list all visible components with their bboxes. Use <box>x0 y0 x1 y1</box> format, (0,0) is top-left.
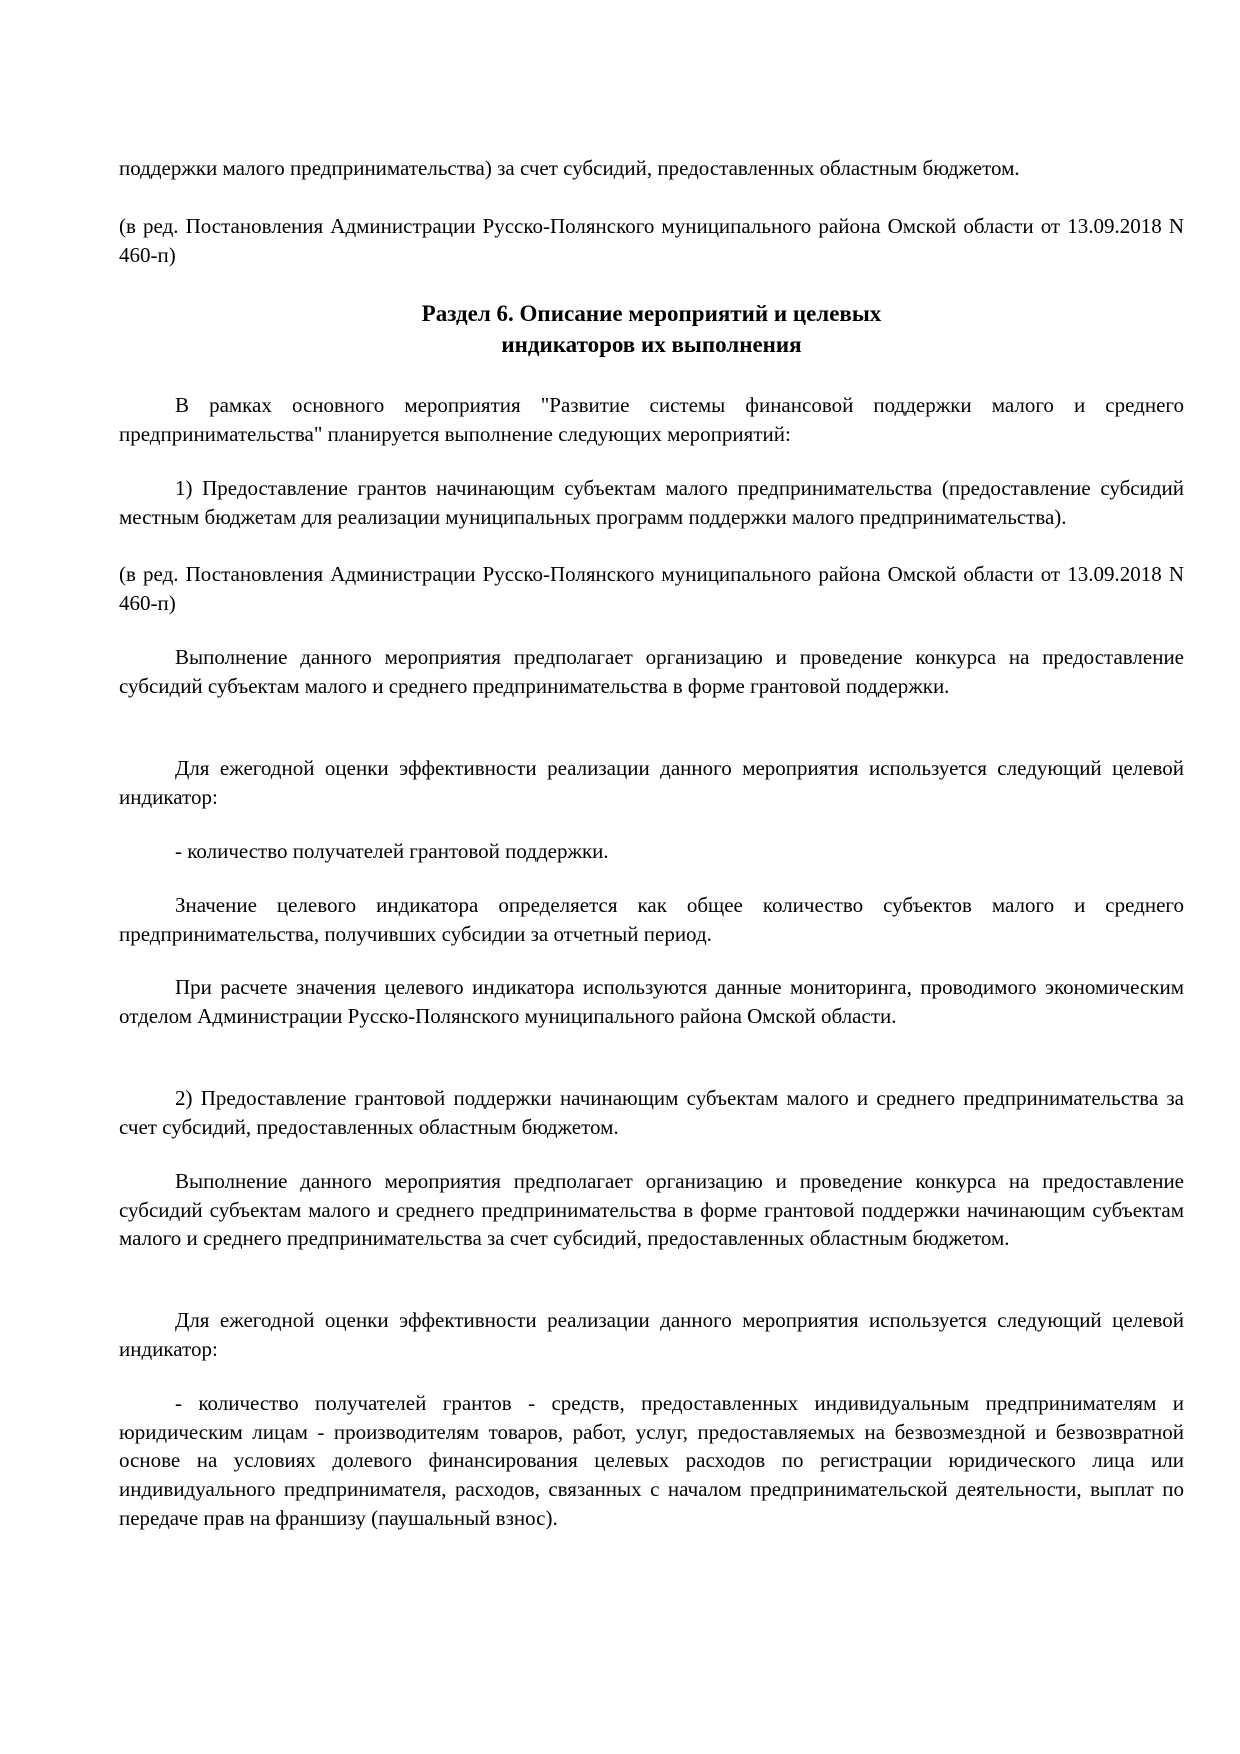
section-heading-line-2: индикаторов их выполнения <box>501 332 802 357</box>
list-item-1: 1) Предоставление грантов начинающим субъектам малого предпринимательства (предоставление субсидий местным бюджетам для реализации муниципальных программ поддержки малого предпринимательства). <box>119 476 1184 529</box>
paragraph: Значение целевого индикатора определяется как общее количество субъектов малого и среднего предпринимательства, получивших субсидии за отчетный период. <box>119 893 1184 946</box>
indicator-item: - количество получателей грантов - средств, предоставленных индивидуальным предпринимателям и юридическим лицам - производителям товаров, работ, услуг, предоставляемых на безвозмездной и безвозвратной основе на условиях долевого финансирования целевых расходов по регистрации юридического лица или индивидуального предпринимателя, расходов, связанных с началом предпринимательской деятельности, выплат по передаче прав на франшизу (паушальный взнос). <box>119 1391 1184 1530</box>
paragraph: Для ежегодной оценки эффективности реализации данного мероприятия используется следующий целевой индикатор: <box>119 756 1184 809</box>
section-heading-line-1: Раздел 6. Описание мероприятий и целевых <box>421 301 882 326</box>
paragraph: При расчете значения целевого индикатора используются данные мониторинга, проводимого экономическим отделом Администрации Русско-Полянского муниципального района Омской области. <box>119 975 1184 1028</box>
paragraph-continuation: поддержки малого предпринимательства) за счет субсидий, предоставленных областным бюджетом. <box>119 156 1020 180</box>
paragraph: Для ежегодной оценки эффективности реализации данного мероприятия используется следующий целевой индикатор: <box>119 1308 1184 1361</box>
amendment-note: (в ред. Постановления Администрации Русско-Полянского муниципального района Омской области от 13.09.2018 N 460-п) <box>119 562 1184 615</box>
paragraph: Выполнение данного мероприятия предполагает организацию и проведение конкурса на предоставление субсидий субъектам малого и среднего предпринимательства в форме грантовой поддержки. <box>119 645 1184 698</box>
section-heading <box>119 298 1184 360</box>
paragraph: Выполнение данного мероприятия предполагает организацию и проведение конкурса на предоставление субсидий субъектам малого и среднего предпринимательства в форме грантовой поддержки начинающим субъектам малого и среднего предпринимательства за счет субсидий, предоставленных областным бюджетом. <box>119 1169 1184 1251</box>
amendment-note: (в ред. Постановления Администрации Русско-Полянского муниципального района Омской области от 13.09.2018 N 460-п) <box>119 214 1184 267</box>
indicator-item: - количество получателей грантовой поддержки. <box>175 839 609 863</box>
list-item-2: 2) Предоставление грантовой поддержки начинающим субъектам малого и среднего предпринимательства за счет субсидий, предоставленных областным бюджетом. <box>119 1086 1184 1139</box>
paragraph-intro: В рамках основного мероприятия "Развитие системы финансовой поддержки малого и среднего предпринимательства" планируется выполнение следующих мероприятий: <box>119 393 1184 446</box>
